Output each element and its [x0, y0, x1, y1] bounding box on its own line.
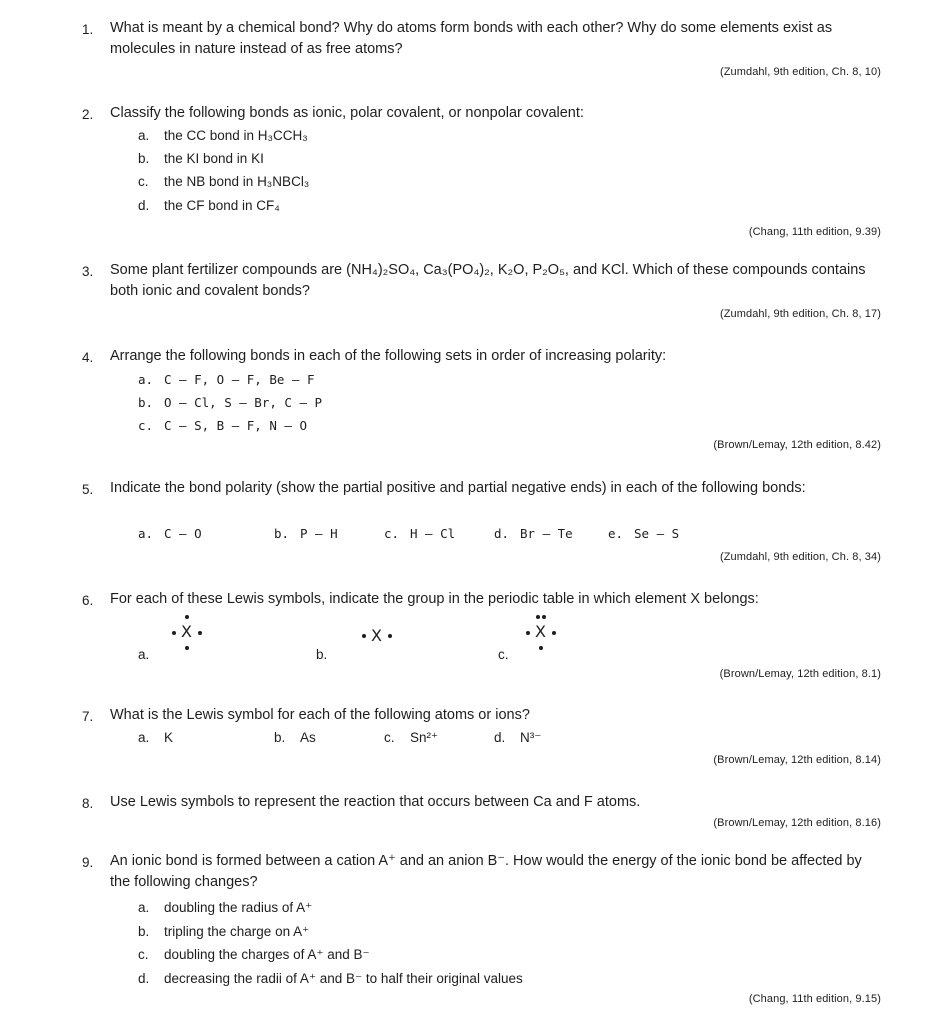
- list-item: a. doubling the radius of A⁺: [138, 900, 313, 915]
- electron-dot: [539, 646, 543, 650]
- question-source: (Zumdahl, 9th edition, Ch. 8, 34): [719, 551, 881, 563]
- list-item: b. the KI bond in KI: [138, 151, 264, 166]
- question-text: Some plant fertilizer compounds are (NH₄)₂SO₄, Ca₃(PO₄)₂, K₂O, P₂O₅, and KCl. Which of these compounds contains both ionic and covalent bonds?: [110, 262, 866, 299]
- question-text: Arrange the following bonds in each of the following sets in order of increasing polarity:: [110, 348, 667, 364]
- list-item: a. K: [138, 730, 174, 745]
- lewis-item-label: c.: [498, 647, 509, 662]
- question-source: (Brown/Lemay, 12th edition, 8.1): [719, 668, 881, 680]
- question-number: 8.: [82, 796, 94, 811]
- list-item: c. C – S, B – F, N – O: [138, 418, 307, 433]
- list-item: b. As: [274, 730, 316, 745]
- question-number: 3.: [82, 264, 94, 279]
- question-number: 9.: [82, 855, 94, 870]
- question-source: (Zumdahl, 9th edition, Ch. 8, 10): [719, 66, 881, 78]
- question-number: 6.: [82, 593, 94, 608]
- list-item: d. N³⁻: [494, 730, 542, 745]
- question-text: What is the Lewis symbol for each of the following atoms or ions?: [110, 707, 530, 723]
- question-text: What is meant by a chemical bond? Why do atoms form bonds with each other? Why do some elements exist as molecules in nature instead of as free atoms?: [110, 20, 833, 57]
- lewis-symbol-c: X: [524, 612, 560, 652]
- question-source: (Brown/Lemay, 12th edition, 8.16): [713, 817, 881, 829]
- question-text: Use Lewis symbols to represent the reaction that occurs between Ca and F atoms.: [110, 794, 641, 810]
- list-item: c. Sn²⁺: [384, 730, 439, 745]
- question-number: 2.: [82, 107, 94, 122]
- question-source: (Zumdahl, 9th edition, Ch. 8, 17): [719, 308, 881, 320]
- list-item: c. H – Cl: [384, 526, 456, 541]
- electron-dot: [542, 615, 546, 619]
- lewis-symbol-a: X: [170, 612, 206, 652]
- list-item: d. Br – Te: [494, 526, 573, 541]
- electron-dot: [185, 646, 189, 650]
- list-item: d. decreasing the radii of A⁺ and B⁻ to half their original values: [138, 971, 523, 986]
- question-number: 7.: [82, 709, 94, 724]
- list-item: c. the NB bond in H₃NBCl₃: [138, 174, 310, 189]
- list-item: a. C – F, O – F, Be – F: [138, 372, 315, 387]
- lewis-item-label: a.: [138, 647, 150, 662]
- electron-dot: [198, 631, 202, 635]
- list-item: b. P – H: [274, 526, 338, 541]
- question-text: An ionic bond is formed between a cation A⁺ and an anion B⁻. How would the energy of the ionic bond be affected by the following changes?: [110, 853, 862, 890]
- lewis-symbol-b: X: [360, 620, 396, 648]
- electron-dot: [362, 634, 366, 638]
- question-source: (Chang, 11th edition, 9.39): [748, 226, 881, 238]
- electron-dot: [526, 631, 530, 635]
- electron-dot: [388, 634, 392, 638]
- electron-dot: [536, 615, 540, 619]
- question-text: Classify the following bonds as ionic, polar covalent, or nonpolar covalent:: [110, 105, 584, 121]
- list-item: b. tripling the charge on A⁺: [138, 924, 310, 939]
- question-text: For each of these Lewis symbols, indicate the group in the periodic table in which element X belongs:: [110, 591, 759, 607]
- list-item: a. the CC bond in H₃CCH₃: [138, 128, 308, 143]
- question-text: Indicate the bond polarity (show the partial positive and partial negative ends) in each of the following bonds:: [110, 480, 806, 496]
- electron-dot: [185, 615, 189, 619]
- question-number: 4.: [82, 350, 94, 365]
- list-item: d. the CF bond in CF₄: [138, 198, 280, 213]
- question-source: (Brown/Lemay, 12th edition, 8.14): [713, 754, 881, 766]
- list-item: e. Se – S: [608, 526, 680, 541]
- question-source: (Chang, 11th edition, 9.15): [748, 993, 881, 1005]
- list-item: a. C – O: [138, 526, 202, 541]
- question-number: 5.: [82, 482, 94, 497]
- lewis-item-label: b.: [316, 647, 328, 662]
- list-item: b. O – Cl, S – Br, C – P: [138, 395, 323, 410]
- list-item: c. doubling the charges of A⁺ and B⁻: [138, 947, 370, 962]
- electron-dot: [172, 631, 176, 635]
- question-number: 1.: [82, 22, 94, 37]
- question-source: (Brown/Lemay, 12th edition, 8.42): [713, 439, 881, 451]
- electron-dot: [552, 631, 556, 635]
